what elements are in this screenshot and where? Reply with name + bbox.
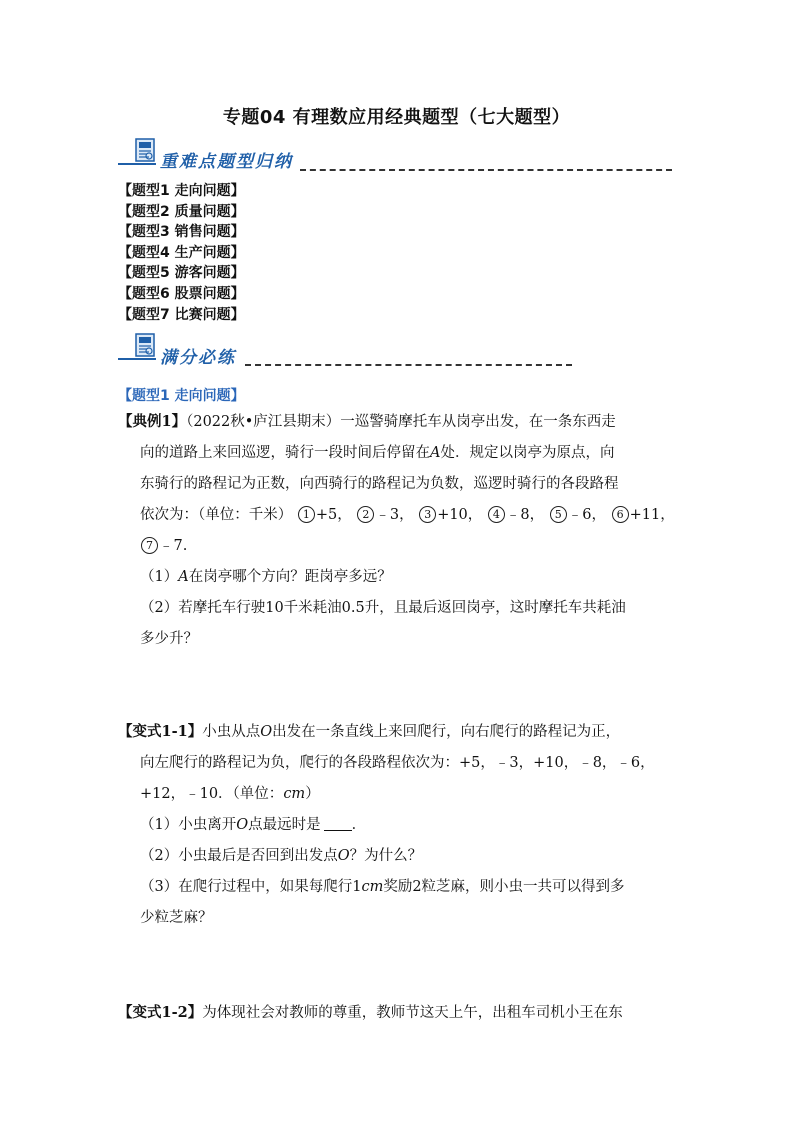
page-title: 专题04 有理数应用经典题型（七大题型） xyxy=(222,107,571,128)
circled-number: 6 xyxy=(612,506,629,523)
toc-item-2: 【题型2 质量问题】 xyxy=(118,203,245,220)
variant-tag: 【变式1-1】 xyxy=(118,723,203,740)
example-line-4: 依次为：（单位：千米） 1 +5， 2 ﹣3， 3 +10， 4 ﹣8， 5 ﹣6， 6 +11， xyxy=(140,507,675,523)
document-chart-icon xyxy=(135,138,157,164)
circled-number: 4 xyxy=(488,506,505,523)
variant-1-1 xyxy=(118,716,693,934)
toc-item-5: 【题型5 游客问题】 xyxy=(118,265,245,282)
example-tag: 【典例1】 xyxy=(118,413,187,430)
variant-tag: 【变式1-2】 xyxy=(118,1004,203,1021)
variant-question-3: （3）在爬行过程中，如果每爬行1cm奖励2粒芝麻，则小虫一共可以得到多 xyxy=(140,879,625,895)
document-chart-icon xyxy=(135,333,157,359)
example-line-2: 向的道路上来回巡逻，骑行一段时间后停留在A处．规定以岗亭为原点，向 xyxy=(140,445,615,461)
variant-line-2: 向左爬行的路程记为负，爬行的各段路程依次为：+5，﹣3，+10，﹣8，﹣6， xyxy=(140,755,655,771)
toc-item-7: 【题型7 比赛问题】 xyxy=(118,306,245,323)
banner-title-key-types: 重难点题型归纳 xyxy=(160,152,293,172)
toc-item-3: 【题型3 销售问题】 xyxy=(118,224,245,241)
circled-number: 1 xyxy=(298,506,315,523)
variant-question-2: （2）小虫最后是否回到出发点O？为什么？ xyxy=(140,848,423,864)
variant-question-1: （1）小虫离开O点最远时是 ． xyxy=(140,817,367,833)
example-line-1: 【典例1】（2022秋•庐江县期末）一巡警骑摩托车从岗亭出发，在一条东西走 xyxy=(118,413,616,430)
banner-title-full-practice: 满分必练 xyxy=(160,348,236,368)
banner-dashed-divider xyxy=(300,169,672,171)
example-question-1: （1）A在岗亭哪个方向？距岗亭多远？ xyxy=(140,569,392,585)
variant-line-3: +12，﹣10．（单位：cm） xyxy=(140,786,320,802)
variant-question-3-cont: 少粒芝麻？ xyxy=(140,910,213,926)
toc-item-1: 【题型1 走向问题】 xyxy=(118,183,245,199)
circled-number: 5 xyxy=(550,506,567,523)
variant-line-1: 【变式1-1】小虫从点O出发在一条直线上来回爬行，向右爬行的路程记为正， xyxy=(118,723,621,740)
example-question-2: （2）若摩托车行驶10千米耗油0.5升，且最后返回岗亭，这时摩托车共耗油 xyxy=(140,600,626,616)
banner-underline-bar xyxy=(118,358,156,360)
toc-item-6: 【题型6 股票问题】 xyxy=(118,286,245,302)
example-1 xyxy=(118,406,688,655)
example-line-3: 东骑行的路程记为正数，向西骑行的路程记为负数，巡逻时骑行的各段路程 xyxy=(140,476,619,492)
circled-number: 3 xyxy=(419,506,436,523)
variant-1-2: 【变式1-2】为体现社会对教师的尊重，教师节这天上午，出租车司机小王在东 xyxy=(118,1004,623,1021)
toc-item-4: 【题型4 生产问题】 xyxy=(118,244,245,261)
example-line-5: 7 ﹣7. xyxy=(118,531,688,562)
circled-number: 7 xyxy=(141,537,158,554)
example-question-2-cont: 多少升？ xyxy=(140,631,198,647)
answer-blank[interactable] xyxy=(324,816,352,831)
banner-dashed-divider xyxy=(245,364,572,366)
banner-underline-bar xyxy=(118,163,156,165)
circled-number: 2 xyxy=(357,506,374,523)
section-heading: 【题型1 走向问题】 xyxy=(118,388,245,404)
